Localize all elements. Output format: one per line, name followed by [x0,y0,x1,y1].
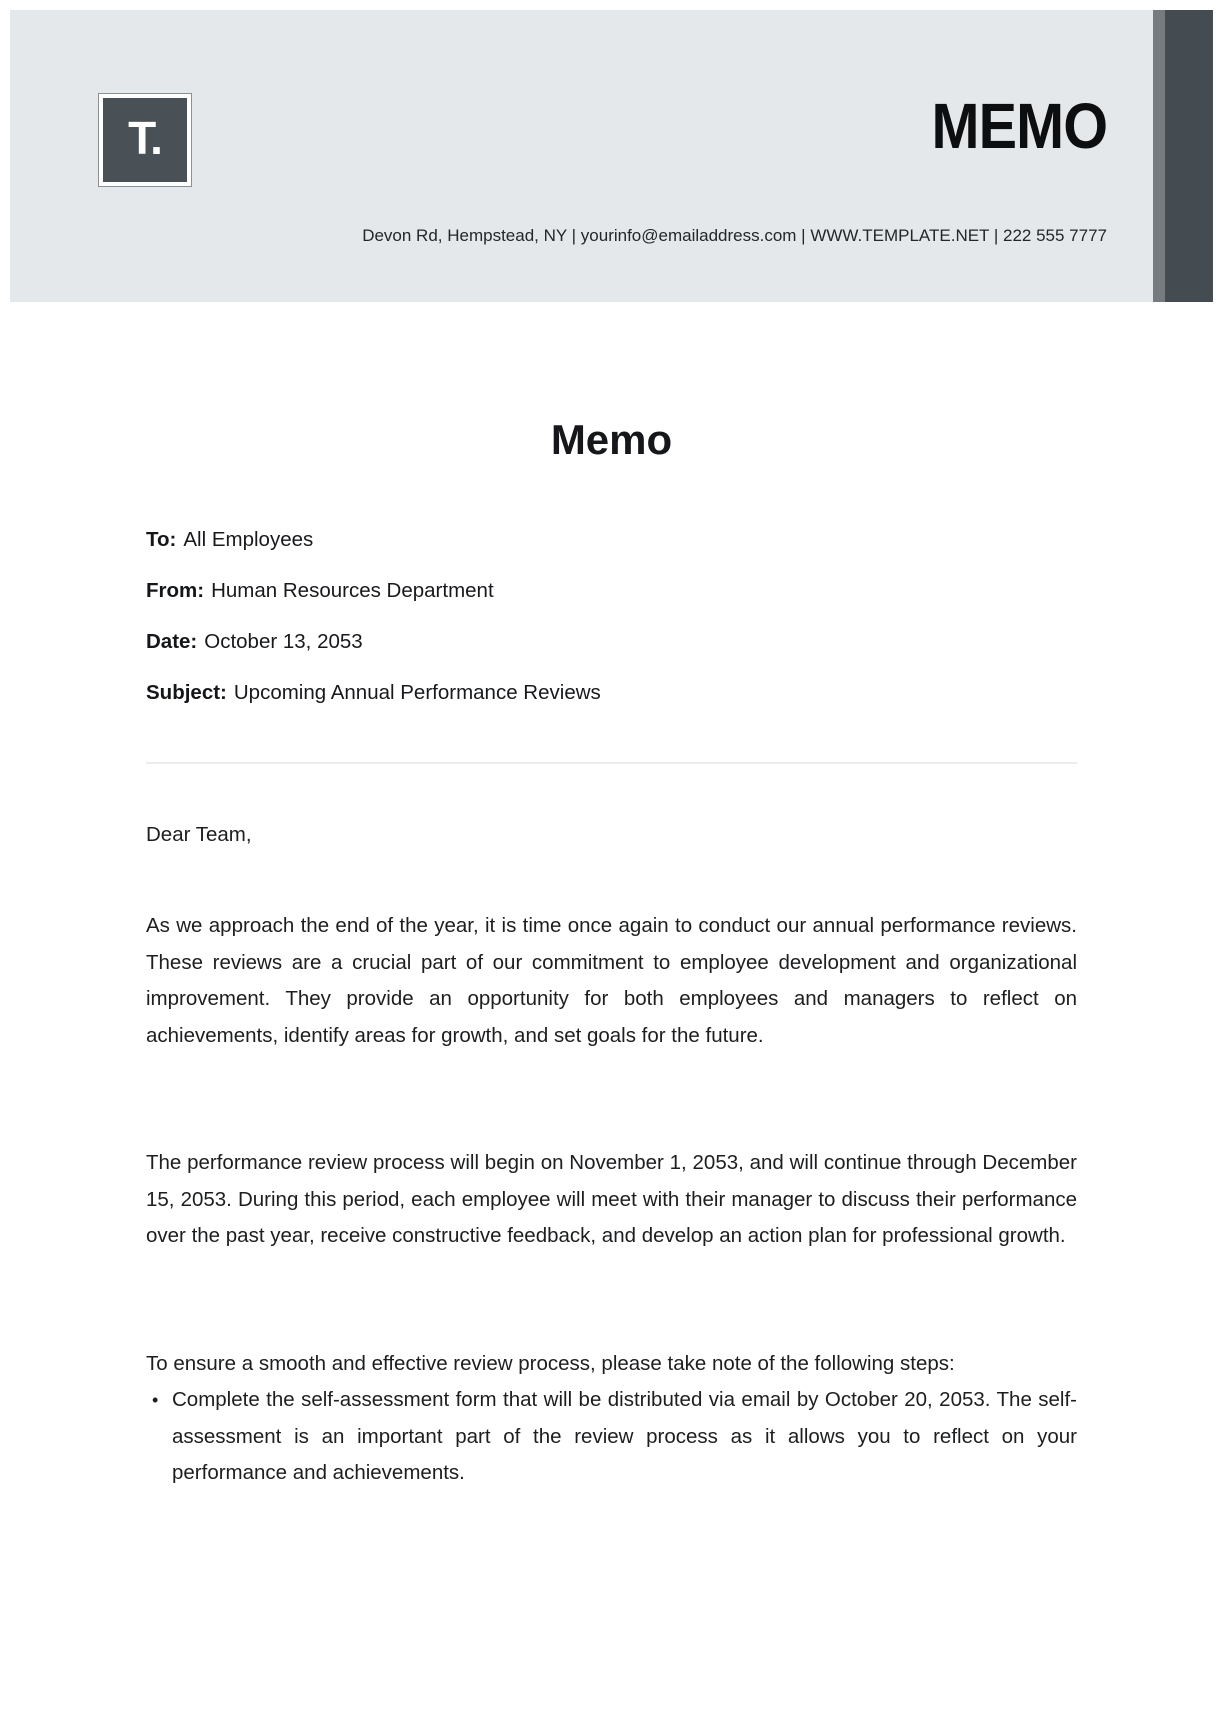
bullet-item-text: Complete the self-assessment form that will be distributed via email by October 20, 2053. The self-assessment is an important part of the review process as it allows you to reflect on your performance and achievements. [172,1388,1077,1485]
meta-row-subject [146,682,1077,703]
body-paragraph-1: As we approach the end of the year, it is time once again to conduct our annual performance reviews. These reviews are a crucial part of our commitment to employee development and organizational improvement. They provide an opportunity for both employees and managers to reflect on achievements, identify areas for growth, and set goals for the future. [146,914,1077,1047]
steps-intro-line: To ensure a smooth and effective review process, please take note of the following steps: [146,1352,955,1375]
bullet-marker-icon: • [152,1390,159,1410]
meta-value-date: October 13, 2053 [204,630,363,653]
accent-bar-dark [1165,10,1213,302]
meta-value-subject: Upcoming Annual Performance Reviews [233,681,601,704]
memo-banner-title: MEMO [931,90,1107,162]
letterhead [10,10,1153,302]
section-divider [146,762,1077,764]
meta-label-from: From: [146,579,205,602]
company-logo [98,93,192,187]
bullet-item [146,1382,1077,1492]
company-logo-text: T. [128,112,162,164]
meta-row-date [146,631,1077,652]
meta-label-subject: Subject: [146,681,227,704]
meta-label-date: Date: [146,630,198,653]
document-title: Memo [550,416,673,463]
accent-bar-light [1153,10,1165,302]
meta-block [146,529,1077,733]
company-logo-square [103,98,187,182]
meta-row-from [146,580,1077,601]
contact-line: Devon Rd, Hempstead, NY | yourinfo@emailaddress.com | WWW.TEMPLATE.NET | 222 555 7777 [362,226,1107,245]
meta-value-to: All Employees [183,528,314,551]
meta-row-to [146,529,1077,550]
salutation: Dear Team, [146,823,252,846]
meta-label-to: To: [146,528,177,551]
meta-value-from: Human Resources Department [211,579,494,602]
body-paragraph-2: The performance review process will begin on November 1, 2053, and will continue through December 15, 2053. During this period, each employee will meet with their manager to discuss their performance over the past year, receive constructive feedback, and develop an action plan for professional growth. [146,1151,1077,1248]
